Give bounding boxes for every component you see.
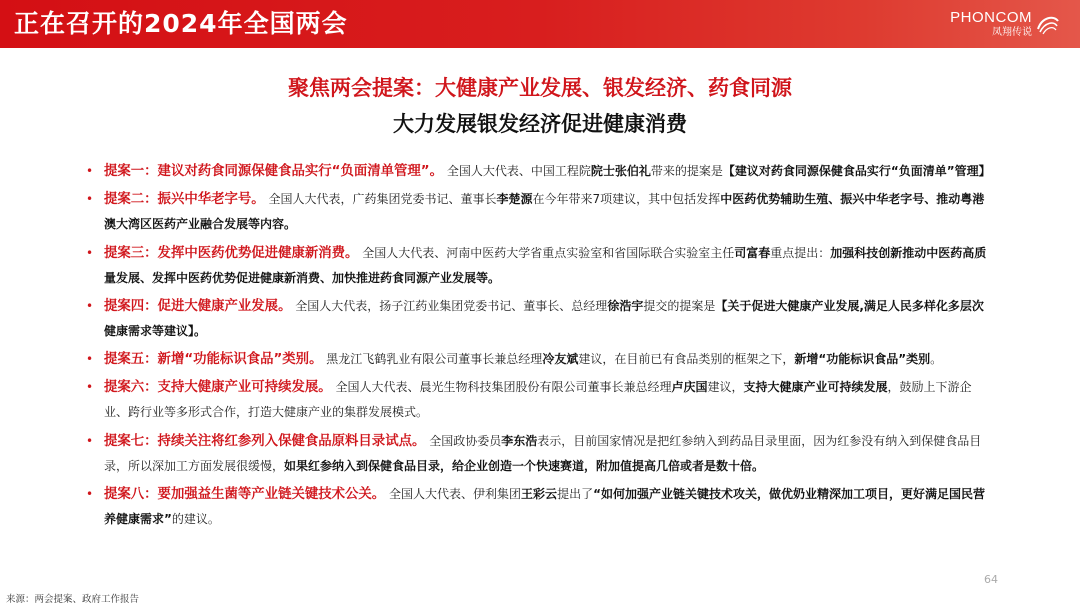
proposal-label: 提案三：发挥中医药优势促进健康新消费。 xyxy=(104,245,359,261)
proposal-item xyxy=(86,375,994,425)
header-bar xyxy=(0,0,1080,48)
brand-logo xyxy=(940,9,1060,43)
proposal-highlight-text: 【建议对药食同源保健食品实行“负面清单”管理】 xyxy=(722,164,991,178)
proposal-item xyxy=(86,187,994,237)
proposal-item xyxy=(86,294,994,344)
proposal-text: 全国人大代表，广药集团党委书记、董事长 xyxy=(268,192,497,207)
bullet-dot-icon: • xyxy=(86,298,94,313)
bullet-dot-icon: • xyxy=(86,433,94,448)
proposal-highlight-text: 冷友斌 xyxy=(542,352,579,367)
proposal-label: 提案二：振兴中华老字号。 xyxy=(104,192,265,208)
bullet-dot-icon: • xyxy=(86,487,94,502)
proposal-text: 的建议。 xyxy=(171,512,220,527)
proposal-text: ，鼓励上下游企业、跨行业等多形式合作，打造大健康产业的集群发展模式。 xyxy=(104,380,972,420)
proposal-text: 表示，目前国家情况是把红参纳入到药品目录里面，因为红参没有纳入到保健食品目录，所以深加工方面发展很缓慢， xyxy=(104,433,982,473)
proposal-highlight-text: 中医药优势辅助生殖、振兴中华老字号、推动粤港澳大湾区医药产业融合发展等内容。 xyxy=(104,192,985,232)
proposal-text: 提出了 xyxy=(557,487,594,502)
proposal-label: 提案五：新增“功能标识食品”类别。 xyxy=(104,352,323,368)
proposal-text: 全国人大代表、河南中医药大学省重点实验室和省国际联合实验室主任 xyxy=(362,245,735,260)
proposal-text: 建议， xyxy=(707,380,744,395)
proposal-label: 提案一：建议对药食同源保健食品实行“负面清单管理”。 xyxy=(104,164,443,179)
bullet-dot-icon: • xyxy=(86,380,94,395)
proposal-text: 全国人大代表、伊利集团 xyxy=(389,487,522,502)
logo-swirl-icon xyxy=(1034,11,1060,37)
proposal-label: 提案四：促进大健康产业发展。 xyxy=(104,298,292,314)
proposal-item xyxy=(86,429,994,479)
proposal-text: 全国人大代表，扬子江药业集团党委书记、董事长、总经理 xyxy=(295,298,608,313)
proposal-text: 带来的提案是 xyxy=(650,164,723,178)
proposal-highlight-text: “如何加强产业链关键技术攻关，做优奶业精深加工项目，更好满足国民营养健康需求” xyxy=(104,487,985,527)
proposal-highlight-text: 王彩云 xyxy=(521,487,558,502)
main-title: 聚焦两会提案：大健康产业发展、银发经济、药食同源 xyxy=(288,76,792,100)
proposal-highlight-text: 如果红参纳入到保健食品目录，给企业创造一个快速赛道，附加值提高几倍或者是数十倍。 xyxy=(284,458,765,473)
source-note: 来源：两会提案、政府工作报告 xyxy=(6,594,140,605)
proposal-label: 提案六：支持大健康产业可持续发展。 xyxy=(104,380,332,396)
proposal-highlight-text: 加强科技创新推动中医药高质量发展、发挥中医药优势促进健康新消费、加快推进药食同源产业发展等。 xyxy=(104,245,987,285)
proposal-highlight-text: 支持大健康产业可持续发展 xyxy=(743,380,888,395)
proposal-highlight-text: 李东浩 xyxy=(501,433,538,448)
proposal-highlight-text: 徐浩宇 xyxy=(607,298,644,313)
proposal-label: 提案八：要加强益生菌等产业链关键技术公关。 xyxy=(104,487,386,503)
proposal-highlight-text: 新增“功能标识食品”类别 xyxy=(794,352,931,367)
proposal-highlight-text: 院士张伯礼 xyxy=(590,164,651,178)
bullet-dot-icon: • xyxy=(86,192,94,207)
proposal-highlight-text: 李楚源 xyxy=(496,192,533,207)
proposal-text: 。 xyxy=(930,352,943,367)
proposal-text: 全国人大代表、中国工程院 xyxy=(446,164,591,178)
proposal-text: 黑龙江飞鹤乳业有限公司董事长兼总经理 xyxy=(326,352,543,367)
sub-title: 大力发展银发经济促进健康消费 xyxy=(393,112,687,136)
proposal-highlight-text: 司富春 xyxy=(734,245,771,260)
proposal-text: 提交的提案是 xyxy=(643,298,716,313)
proposal-list xyxy=(86,159,994,535)
proposal-text: 建议，在目前已有食品类别的框架之下， xyxy=(578,352,795,367)
proposal-item xyxy=(86,241,994,291)
bullet-dot-icon: • xyxy=(86,164,94,178)
logo-sub-text: 凤翔传说 xyxy=(992,27,1032,38)
bullet-dot-icon: • xyxy=(86,352,94,367)
logo-brand-text: PHONCOM xyxy=(950,9,1032,26)
proposal-label: 提案七：持续关注将红参列入保健食品原料目录试点。 xyxy=(104,433,426,449)
proposal-text: 全国人大代表、晨光生物科技集团股份有限公司董事长兼总经理 xyxy=(335,380,672,395)
bullet-dot-icon: • xyxy=(86,245,94,260)
proposal-text: 重点提出： xyxy=(770,245,831,260)
header-title: 正在召开的2024年全国两会 xyxy=(14,9,348,38)
page-number: 64 xyxy=(984,573,998,586)
proposal-highlight-text: 【关于促进大健康产业发展,满足人民多样化多层次健康需求等建议】。 xyxy=(104,298,984,338)
proposal-item xyxy=(86,347,994,372)
proposal-item xyxy=(86,482,994,532)
proposal-text: 在今年带来7项建议，其中包括发挥 xyxy=(532,192,721,207)
proposal-text: 全国政协委员 xyxy=(429,433,502,448)
proposal-item xyxy=(86,159,994,184)
proposal-highlight-text: 卢庆国 xyxy=(671,380,708,395)
